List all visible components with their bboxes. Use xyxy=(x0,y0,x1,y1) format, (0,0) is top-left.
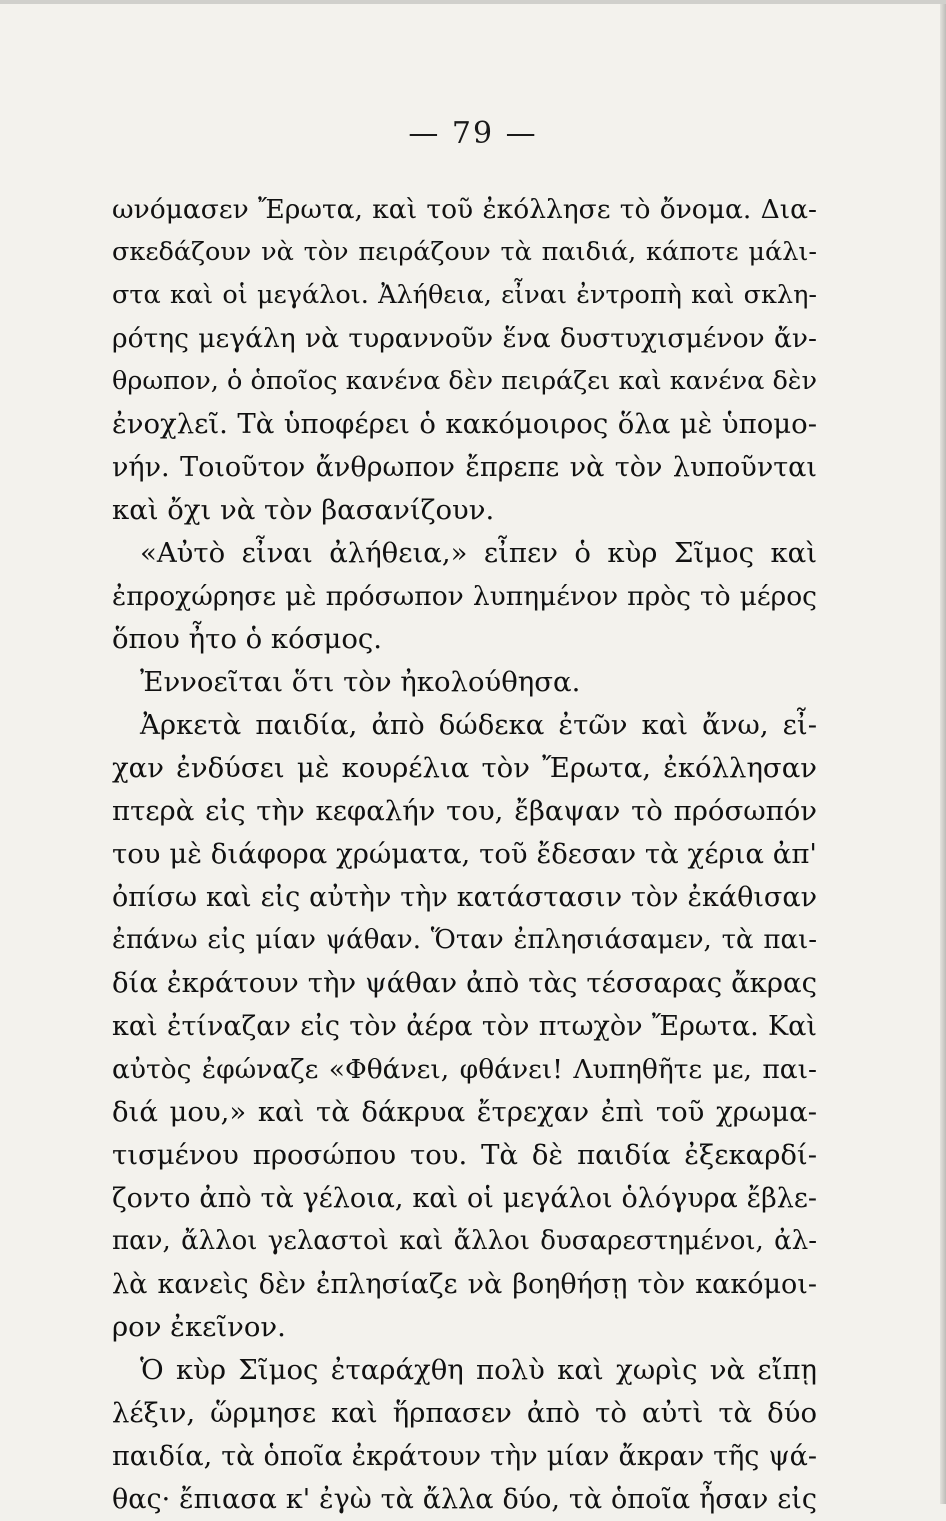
text-line: ὀπίσω καὶ εἰς αὐτὴν τὴν κατάστασιν τὸν ἐκάθισαν xyxy=(112,882,817,913)
text-line: Ἐννοεῖται ὅτι τὸν ἠκολούθησα. xyxy=(140,666,581,698)
text-line: καὶ ἐτίναζαν εἰς τὸν ἀέρα τὸν πτωχὸν Ἔρωτα. Καὶ xyxy=(112,1011,817,1042)
text-line: ἐνοχλεῖ. Τὰ ὑποφέρει ὁ κακόμοιρος ὅλα μὲ ὑπομο- xyxy=(112,408,817,440)
text-line: στα καὶ οἱ μεγάλοι. Ἀλήθεια, εἶναι ἐντροπὴ καὶ σκλη- xyxy=(112,280,817,310)
text-line: διά μου,» καὶ τὰ δάκρυα ἔτρεχαν ἐπὶ τοῦ χρωμα- xyxy=(112,1096,817,1128)
text-line: χαν ἐνδύσει μὲ κουρέλια τὸν Ἔρωτα, ἐκόλλησαν xyxy=(112,752,817,784)
text-line: ἐπροχώρησε μὲ πρόσωπον λυπημένον πρὸς τὸ μέρος xyxy=(112,581,817,612)
text-line: ὅπου ἦτο ὁ κόσμος. xyxy=(112,623,383,655)
text-line: νήν. Τοιοῦτον ἄνθρωπον ἔπρεπε νὰ τὸν λυποῦνται xyxy=(112,452,817,483)
text-line: παν, ἄλλοι γελαστοὶ καὶ ἄλλοι δυσαρεστημένοι, ἀλ- xyxy=(112,1226,817,1256)
text-line: σκεδάζουν νὰ τὸν πειράζουν τὰ παιδιά, κάποτε μάλι- xyxy=(112,237,817,267)
text-line: πτερὰ εἰς τὴν κεφαλήν του, ἔβαψαν τὸ πρόσωπόν xyxy=(112,795,817,827)
text-line: Ἀρκετὰ παιδία, ἀπὸ δώδεκα ἐτῶν καὶ ἄνω, εἶ- xyxy=(140,709,817,741)
text-line: ωνόμασεν Ἔρωτα, καὶ τοῦ ἐκόλλησε τὸ ὄνομα. Δια- xyxy=(112,194,817,225)
page-number: — 79 — xyxy=(408,116,538,151)
text-line: «Αὐτὸ εἶναι ἀλήθεια,» εἶπεν ὁ κὺρ Σῖμος καὶ xyxy=(140,537,817,569)
text-line: λέξιν, ὥρμησε καὶ ἥρπασεν ἀπὸ τὸ αὐτὶ τὰ δύο xyxy=(112,1397,817,1429)
page-edge-shadow xyxy=(940,4,946,1504)
text-line: ρότης μεγάλη νὰ τυραννοῦν ἕνα δυστυχισμένον ἄν- xyxy=(112,323,817,354)
body-text xyxy=(112,188,817,1521)
text-line: δία ἐκράτουν τὴν ψάθαν ἀπὸ τὰς τέσσαρας ἄκρας xyxy=(112,967,817,999)
text-line: θας· ἔπιασα κ' ἐγὼ τὰ ἄλλα δύο, τὰ ὁποῖα ἦσαν εἰς xyxy=(112,1484,817,1515)
text-line: τισμένου προσώπου του. Τὰ δὲ παιδία ἐξεκαρδί- xyxy=(112,1139,817,1171)
text-line: ἐπάνω εἰς μίαν ψάθαν. Ὅταν ἐπλησιάσαμεν, τὰ παι- xyxy=(112,925,817,955)
text-line: ζοντο ἀπὸ τὰ γέλοια, καὶ οἱ μεγάλοι ὁλόγυρα ἔβλε- xyxy=(112,1183,817,1214)
text-line: θρωπον, ὁ ὁποῖος κανένα δὲν πειράζει καὶ κανένα δὲν xyxy=(112,366,817,396)
text-line: παιδία, τὰ ὁποῖα ἐκράτουν τὴν μίαν ἄκραν τῆς ψά- xyxy=(112,1441,817,1472)
text-line: ρον ἐκεῖνον. xyxy=(112,1311,286,1343)
text-line: καὶ ὄχι νὰ τὸν βασανίζουν. xyxy=(112,494,495,526)
text-line: λὰ κανεὶς δὲν ἐπλησίαζε νὰ βοηθήσῃ τὸν κακόμοι- xyxy=(112,1269,817,1300)
text-line: αὐτὸς ἐφώναζε «Φθάνει, φθάνει! Λυπηθῆτε με, παι- xyxy=(112,1054,817,1085)
text-line: του μὲ διάφορα χρώματα, τοῦ ἔδεσαν τὰ χέρια ἀπ' xyxy=(112,838,817,870)
text-line: Ὁ κὺρ Σῖμος ἐταράχθη πολὺ καὶ χωρὶς νὰ εἴπῃ xyxy=(140,1354,817,1386)
